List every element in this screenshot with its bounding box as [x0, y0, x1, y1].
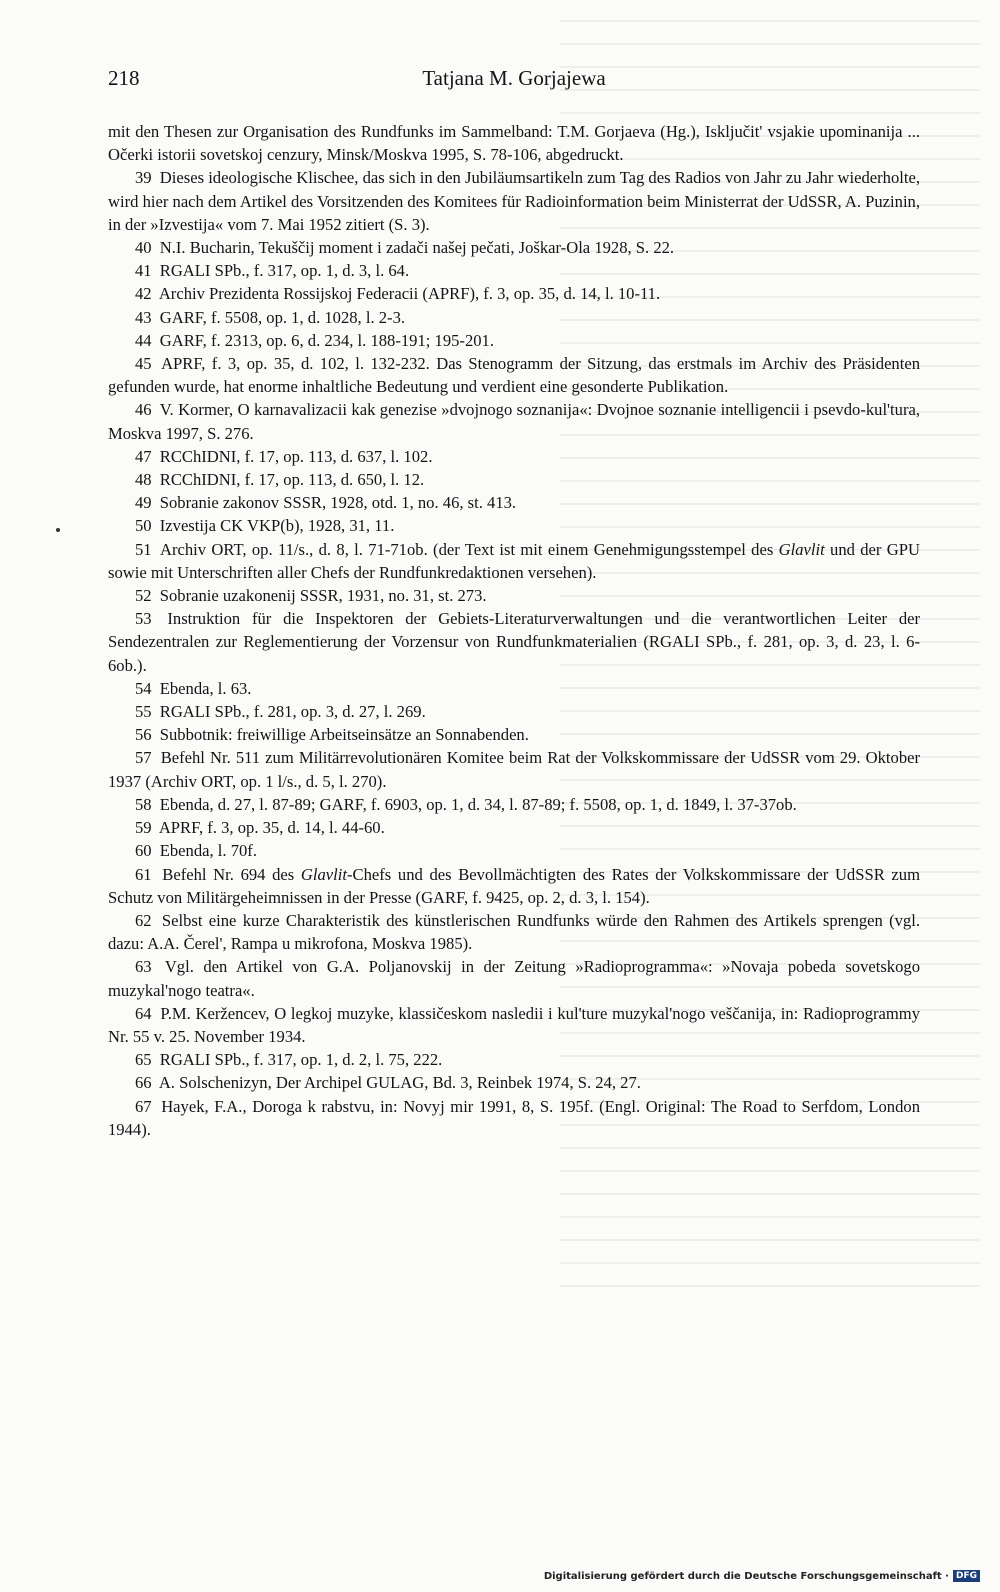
endnotes-list [108, 120, 920, 1141]
page-header [108, 66, 920, 96]
print-speck [56, 528, 60, 532]
endnote-number: 51 [135, 539, 152, 559]
endnote-text: Sobranie zakonov SSSR, 1928, otd. 1, no. 46, st. 413. [159, 493, 517, 513]
endnote-48 [108, 468, 920, 491]
endnote-52 [108, 584, 920, 607]
footer-text: Digitalisierung gefördert durch die Deutsche Forschungsgemeinschaft · [543, 1570, 949, 1582]
endnote-42 [108, 282, 920, 305]
endnote-text: A. Solschenizyn, Der Archipel GULAG, Bd. 3, Reinbek 1974, S. 24, 27. [158, 1073, 641, 1093]
endnote-number: 61 [135, 864, 152, 884]
endnote-text: Befehl Nr. 694 des Glavlit-Chefs und des Bevollmächtigten des Rates der Volkskommissare der UdSSR zum Schutz von Militärgeheimnissen in der Presse (GARF, f. 9425, op. 2, d. 3, l. 154). [108, 864, 920, 907]
endnote-number: 65 [135, 1050, 152, 1070]
endnote-54 [108, 677, 920, 700]
endnote-number: 46 [135, 400, 152, 420]
endnote-continuation [108, 120, 920, 166]
endnote-text: P.M. Keržencev, O legkoj muzyke, klassičeskom nasledii i kul'ture muzykal'nogo veščanija, in: Radioprogrammy Nr. 55 v. 25. November 1934. [108, 1003, 921, 1046]
endnote-45 [108, 352, 920, 398]
endnote-text: Instruktion für die Inspektoren der Gebiets-Literaturverwaltungen und die verantwortlichen Leiter der Sendezentralen zur Reglementierung der Vorzensur von Rundfunkmaterialien (RGALI SPb., f. 281, op. 3, d. 23, l. 6-6ob.). [108, 609, 921, 675]
endnote-text: Archiv Prezidenta Rossijskoj Federacii (APRF), f. 3, op. 35, d. 14, l. 10-11. [158, 284, 661, 304]
endnote-text: mit den Thesen zur Organisation des Rundfunks im Sammelband: T.M. Gorjaeva (Hg.), Isključit' vsjakie upominanija ... Očerki istorii sovetskoj cenzury, Minsk/Moskva 1995, S. 78-106, abgedruckt. [108, 122, 920, 165]
endnote-number: 40 [135, 238, 152, 258]
endnote-number: 47 [135, 446, 152, 466]
endnote-number: 59 [135, 818, 152, 838]
italic-term: Glavlit [778, 539, 825, 559]
endnote-text: Selbst eine kurze Charakteristik des künstlerischen Rundfunks würde den Rahmen des Artikels sprengen (vgl. dazu: A.A. Čerel', Rampa u mikrofona, Moskva 1985). [108, 910, 920, 954]
endnote-text: APRF, f. 3, op. 35, d. 14, l. 44-60. [158, 818, 385, 838]
endnote-text: Ebenda, l. 70f. [159, 841, 257, 861]
italic-term: Glavlit [300, 864, 347, 884]
endnote-number: 63 [135, 957, 152, 977]
endnote-text: Ebenda, l. 63. [159, 678, 252, 698]
endnote-62 [108, 909, 920, 955]
endnote-text: Izvestija CK VKP(b), 1928, 31, 11. [159, 516, 395, 536]
endnote-text: Ebenda, d. 27, l. 87-89; GARF, f. 6903, op. 1, d. 34, l. 87-89; f. 5508, op. 1, d. 1849, l. 37-37ob. [159, 794, 797, 814]
endnote-number: 53 [135, 609, 152, 629]
dfg-logo-icon: DFG [953, 1570, 980, 1582]
endnote-text: Befehl Nr. 511 zum Militärrevolutionären Komitee beim Rat der Volkskommissare der UdSSR vom 29. Oktober 1937 (Archiv ORT, op. 1 l/s., d. 5, l. 270). [108, 748, 921, 791]
endnote-number: 42 [135, 284, 152, 304]
endnote-64 [108, 1002, 920, 1048]
endnote-51 [108, 538, 920, 584]
endnote-text: Archiv ORT, op. 11/s., d. 8, l. 71-71ob. (der Text ist mit einem Genehmigungsstempel des Glavlit und der GPU sowie mit Unterschriften aller Chefs der Rundfunkredaktionen versehen). [108, 539, 920, 582]
endnote-number: 67 [135, 1096, 152, 1116]
endnote-65 [108, 1048, 920, 1071]
endnote-number: 39 [135, 168, 152, 188]
endnote-47 [108, 445, 920, 468]
endnote-50 [108, 514, 920, 537]
endnote-text: RGALI SPb., f. 281, op. 3, d. 27, l. 269. [159, 702, 426, 722]
endnote-number: 48 [135, 470, 152, 490]
endnote-61 [108, 863, 920, 909]
endnote-63 [108, 955, 920, 1001]
endnote-number: 60 [135, 841, 152, 861]
endnote-40 [108, 236, 920, 259]
endnote-46 [108, 398, 920, 444]
endnote-text: RCChIDNI, f. 17, op. 113, d. 650, l. 12. [159, 470, 425, 490]
endnote-67 [108, 1095, 920, 1141]
endnote-number: 49 [135, 493, 152, 513]
endnote-number: 64 [135, 1003, 152, 1023]
endnote-number: 58 [135, 794, 152, 814]
running-head: Tatjana M. Gorjajewa [422, 66, 606, 90]
endnote-60 [108, 839, 920, 862]
endnote-number: 41 [135, 261, 152, 281]
endnote-41 [108, 259, 920, 282]
endnote-text: RCChIDNI, f. 17, op. 113, d. 637, l. 102. [159, 446, 433, 466]
endnote-59 [108, 816, 920, 839]
endnote-55 [108, 700, 920, 723]
endnote-number: 52 [135, 586, 152, 606]
digitization-footer [544, 1568, 980, 1584]
endnote-49 [108, 491, 920, 514]
endnote-text: V. Kormer, O karnavalizacii kak genezise »dvojnogo soznanija«: Dvojnoe soznanie intelligencii i psevdo-kul'tura, Moskva 1997, S. 276. [108, 400, 920, 443]
endnote-number: 66 [135, 1073, 152, 1093]
endnote-number: 55 [135, 702, 152, 722]
endnote-58 [108, 793, 920, 816]
endnote-number: 54 [135, 678, 152, 698]
endnote-text: RGALI SPb., f. 317, op. 1, d. 2, l. 75, 222. [159, 1050, 443, 1070]
endnote-43 [108, 306, 920, 329]
endnote-57 [108, 746, 920, 792]
endnote-text: Sobranie uzakonenij SSSR, 1931, no. 31, st. 273. [159, 586, 487, 606]
endnote-66 [108, 1071, 920, 1094]
endnote-text: RGALI SPb., f. 317, op. 1, d. 3, l. 64. [159, 261, 410, 281]
endnote-number: 50 [135, 516, 152, 536]
endnote-text: Dieses ideologische Klischee, das sich in den Jubiläumsartikeln zum Tag des Radios von Jahr zu Jahr wiederholte, wird hier nach dem Artikel des Vorsitzenden des Komitees für Radioinformation beim Ministerrat der UdSSR, A. Puzinin, in der »Izvestija« vom 7. Mai 1952 zitiert (S. 3). [108, 168, 920, 234]
endnote-text: Vgl. den Artikel von G.A. Poljanovskij in der Zeitung »Radioprogramma«: »Novaja pobeda sovetskogo muzykal'nogo teatra«. [108, 957, 920, 1000]
endnote-53 [108, 607, 920, 677]
endnote-56 [108, 723, 920, 746]
endnote-text: GARF, f. 5508, op. 1, d. 1028, l. 2-3. [159, 307, 406, 327]
endnote-text: Hayek, F.A., Doroga k rabstvu, in: Novyj mir 1991, 8, S. 195f. (Engl. Original: The Road to Serfdom, London 1944). [108, 1096, 920, 1139]
endnote-text: Subbotnik: freiwillige Arbeitseinsätze an Sonnabenden. [159, 725, 529, 745]
endnote-number: 44 [135, 330, 152, 350]
endnote-text: APRF, f. 3, op. 35, d. 102, l. 132-232. Das Stenogramm der Sitzung, das erstmals im Archiv des Präsidenten gefunden wurde, hat enorme inhaltliche Bedeutung und verdient eine gesonderte Publikation. [108, 354, 921, 397]
endnote-39 [108, 166, 920, 236]
page-number: 218 [108, 66, 140, 90]
endnote-number: 45 [135, 354, 152, 374]
endnote-number: 43 [135, 307, 152, 327]
endnote-44 [108, 329, 920, 352]
endnote-text: N.I. Bucharin, Tekuščij moment i zadači našej pečati, Joškar-Ola 1928, S. 22. [159, 238, 675, 258]
endnote-number: 62 [135, 910, 152, 930]
endnote-text: GARF, f. 2313, op. 6, d. 234, l. 188-191; 195-201. [159, 330, 494, 350]
endnote-number: 57 [135, 748, 152, 768]
endnote-number: 56 [135, 725, 152, 745]
